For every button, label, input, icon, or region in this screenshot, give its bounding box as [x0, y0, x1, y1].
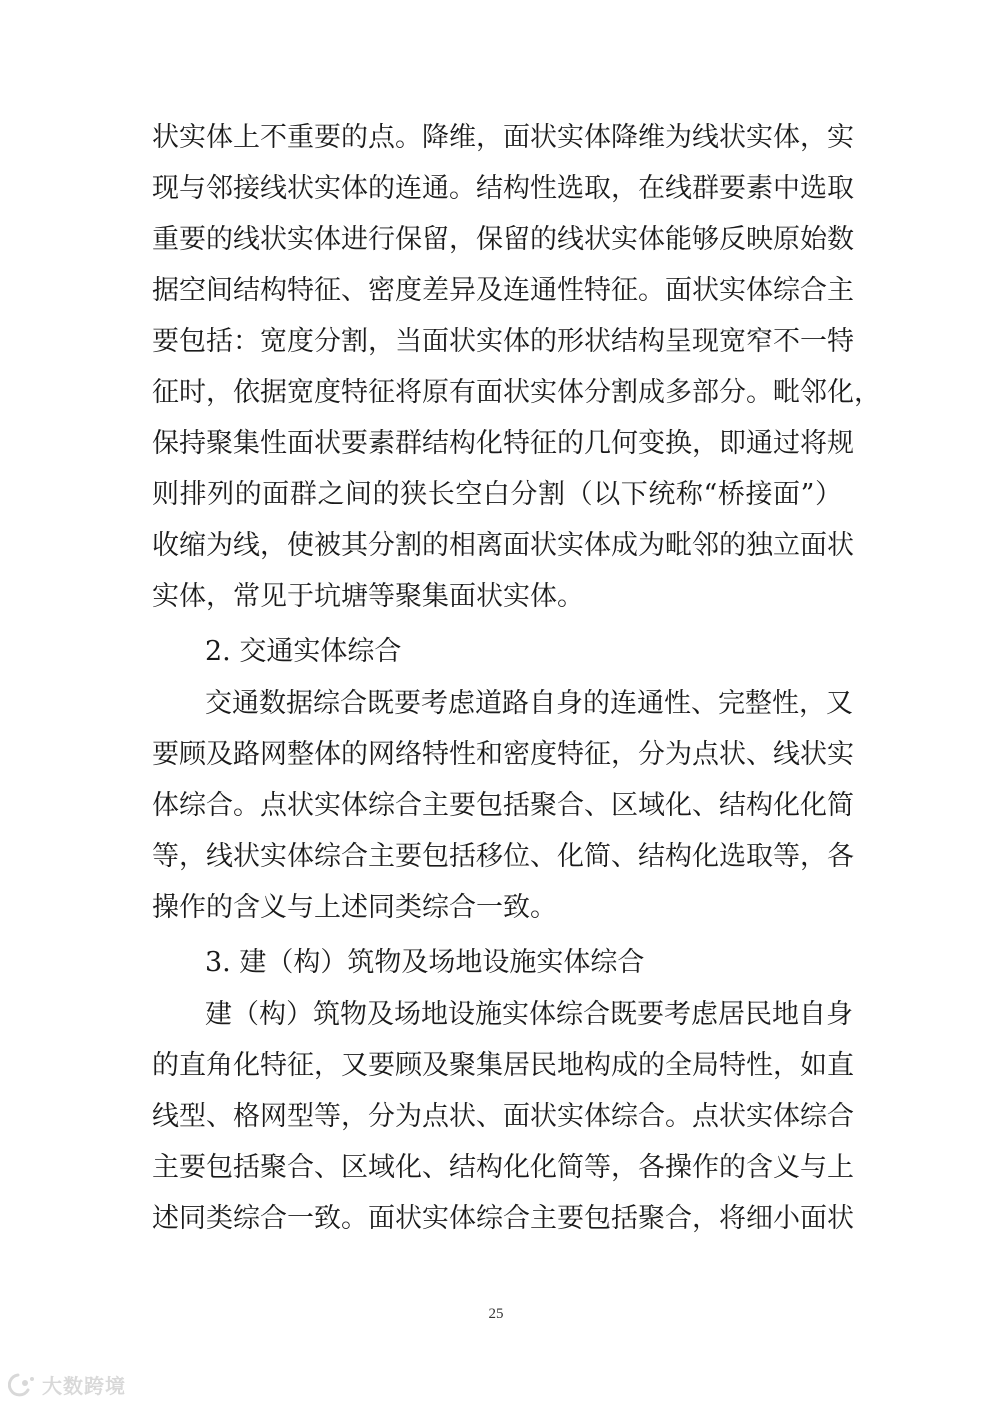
section-heading: 3. 建（构）筑物及场地设施实体综合 [205, 947, 645, 978]
page-number: 25 [488, 1306, 504, 1322]
paragraph-line: 要顾及路网整体的网络特性和密度特征，分为点状、线状实 [152, 739, 854, 770]
paragraph-line: 交通数据综合既要考虑道路自身的连通性、完整性，又 [205, 688, 853, 719]
paragraph-line: 实体，常见于坑塘等聚集面状实体。 [152, 581, 584, 612]
paragraph-line: 现与邻接线状实体的连通。结构性选取，在线群要素中选取 [152, 173, 854, 204]
section-heading: 2. 交通实体综合 [205, 636, 402, 667]
paragraph-line: 体综合。点状实体综合主要包括聚合、区域化、结构化化简 [152, 790, 854, 821]
paragraph-line: 建（构）筑物及场地设施实体综合既要考虑居民地自身 [205, 999, 853, 1030]
paragraph-line: 重要的线状实体进行保留，保留的线状实体能够反映原始数 [152, 224, 854, 255]
paragraph-line: 收缩为线，使被其分割的相离面状实体成为毗邻的独立面状 [152, 530, 854, 561]
paragraph-line: 的直角化特征，又要顾及聚集居民地构成的全局特性，如直 [152, 1050, 854, 1081]
watermark [8, 1370, 126, 1399]
paragraph-line: 线型、格网型等，分为点状、面状实体综合。点状实体综合 [152, 1101, 854, 1132]
paragraph-line: 主要包括聚合、区域化、结构化化简等，各操作的含义与上 [152, 1152, 854, 1183]
paragraph-line: 操作的含义与上述同类综合一致。 [152, 892, 557, 923]
paragraph-line: 状实体上不重要的点。降维，面状实体降维为线状实体，实 [152, 122, 854, 153]
paragraph-line: 则排列的面群之间的狭长空白分割（以下统称“桥接面”） [152, 479, 842, 510]
paragraph-line: 保持聚集性面状要素群结构化特征的几何变换，即通过将规 [152, 428, 854, 459]
paragraph-line: 等，线状实体综合主要包括移位、化简、结构化选取等，各 [152, 841, 854, 872]
watermark-text: 大数跨境 [42, 1374, 126, 1398]
paragraph-line: 据空间结构特征、密度差异及连通性特征。面状实体综合主 [152, 275, 854, 306]
paragraph-line: 要包括：宽度分割，当面状实体的形状结构呈现宽窄不一特 [152, 326, 854, 357]
paragraph-line: 述同类综合一致。面状实体综合主要包括聚合，将细小面状 [152, 1203, 854, 1234]
watermark-logo-icon [8, 1372, 38, 1398]
paragraph-line: 征时，依据宽度特征将原有面状实体分割成多部分。毗邻化， [152, 377, 881, 408]
